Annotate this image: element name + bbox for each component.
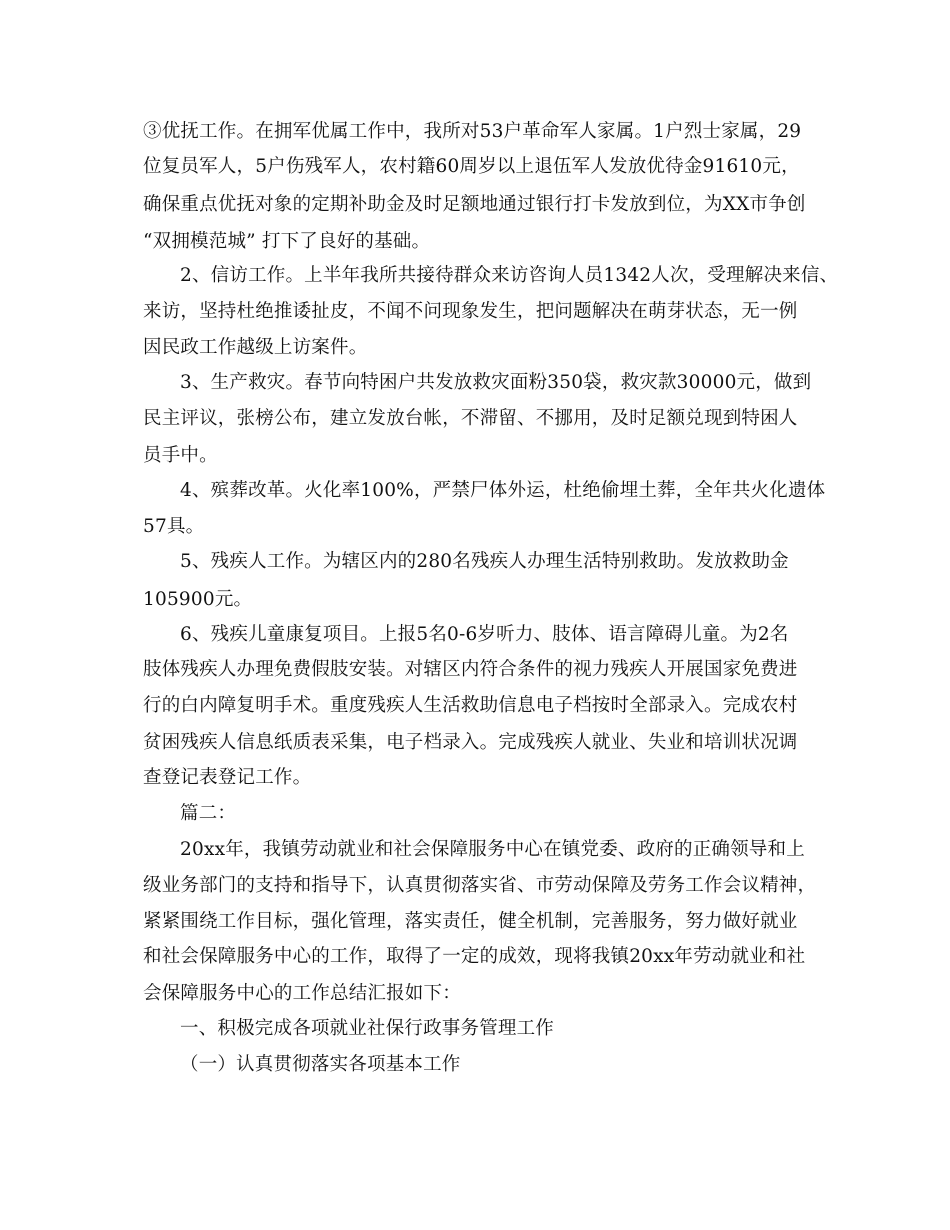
text-line: 位复员军人，5户伤残军人，农村籍60周岁以上退伍军人发放优待金91610元， — [143, 156, 800, 177]
text-line: 贫困残疾人信息纸质表采集，电子档录入。完成残疾人就业、失业和培训状况调 — [143, 732, 798, 753]
text-line: 105900元。 — [143, 589, 253, 610]
text-line: 4、殡葬改革。火化率100%，严禁尸体外运，杜绝偷埋土葬，全年共火化遗体 — [180, 480, 826, 501]
text-line: 和社会保障服务中心的工作，取得了一定的成效，现将我镇20xx年劳动就业和社 — [143, 946, 806, 967]
text-line: 6、残疾儿童康复项目。上报5名0-6岁听力、肢体、语言障碍儿童。为2名 — [180, 624, 789, 645]
text-line: 肢体残疾人办理免费假肢安装。对辖区内符合条件的视力残疾人开展国家免费进 — [143, 659, 798, 680]
text-line: 来访，坚持杜绝推诿扯皮，不闻不问现象发生，把问题解决在萌芽状态，无一例 — [143, 301, 798, 322]
text-line: 查登记表登记工作。 — [143, 767, 312, 788]
text-line: 员手中。 — [143, 445, 218, 466]
text-line: ③优抚工作。在拥军优属工作中，我所对53户革命军人家属。1户烈士家属，29 — [143, 121, 802, 142]
subsection-heading: （一）认真贯彻落实各项基本工作 — [180, 1054, 461, 1075]
section-heading: 一、积极完成各项就业社保行政事务管理工作 — [180, 1018, 555, 1039]
text-line: 5、残疾人工作。为辖区内的280名残疾人办理生活特别救助。发放救助金 — [180, 551, 789, 572]
text-line: 级业务部门的支持和指导下，认真贯彻落实省、市劳动保障及劳务工作会议精神， — [143, 875, 817, 896]
text-line: 确保重点优抚对象的定期补助金及时足额地通过银行打卡发放到位，为XX市争创 — [143, 194, 806, 215]
text-line: 57具。 — [143, 516, 205, 537]
section-heading: 篇二： — [180, 803, 237, 824]
text-line: 紧紧围绕工作目标，强化管理，落实责任，健全机制，完善服务，努力做好就业 — [143, 911, 798, 932]
text-line: 会保障服务中心的工作总结汇报如下： — [143, 983, 461, 1004]
text-line: 20xx年，我镇劳动就业和社会保障服务中心在镇党委、政府的正确领导和上 — [180, 839, 805, 860]
text-line: 因民政工作越级上访案件。 — [143, 337, 368, 358]
text-line: “双拥模范城” 打下了良好的基础。 — [143, 231, 431, 252]
text-line: 行的白内障复明手术。重度残疾人生活救助信息电子档按时全部录入。完成农村 — [143, 695, 798, 716]
text-line: 3、生产救灾。春节向特困户共发放救灾面粉350袋，救灾款30000元，做到 — [180, 372, 812, 393]
text-line: 民主评议，张榜公布，建立发放台帐，不滞留、不挪用，及时足额兑现到特困人 — [143, 408, 798, 429]
text-line: 2、信访工作。上半年我所共接待群众来访咨询人员1342人次，受理解决来信、 — [180, 265, 839, 286]
